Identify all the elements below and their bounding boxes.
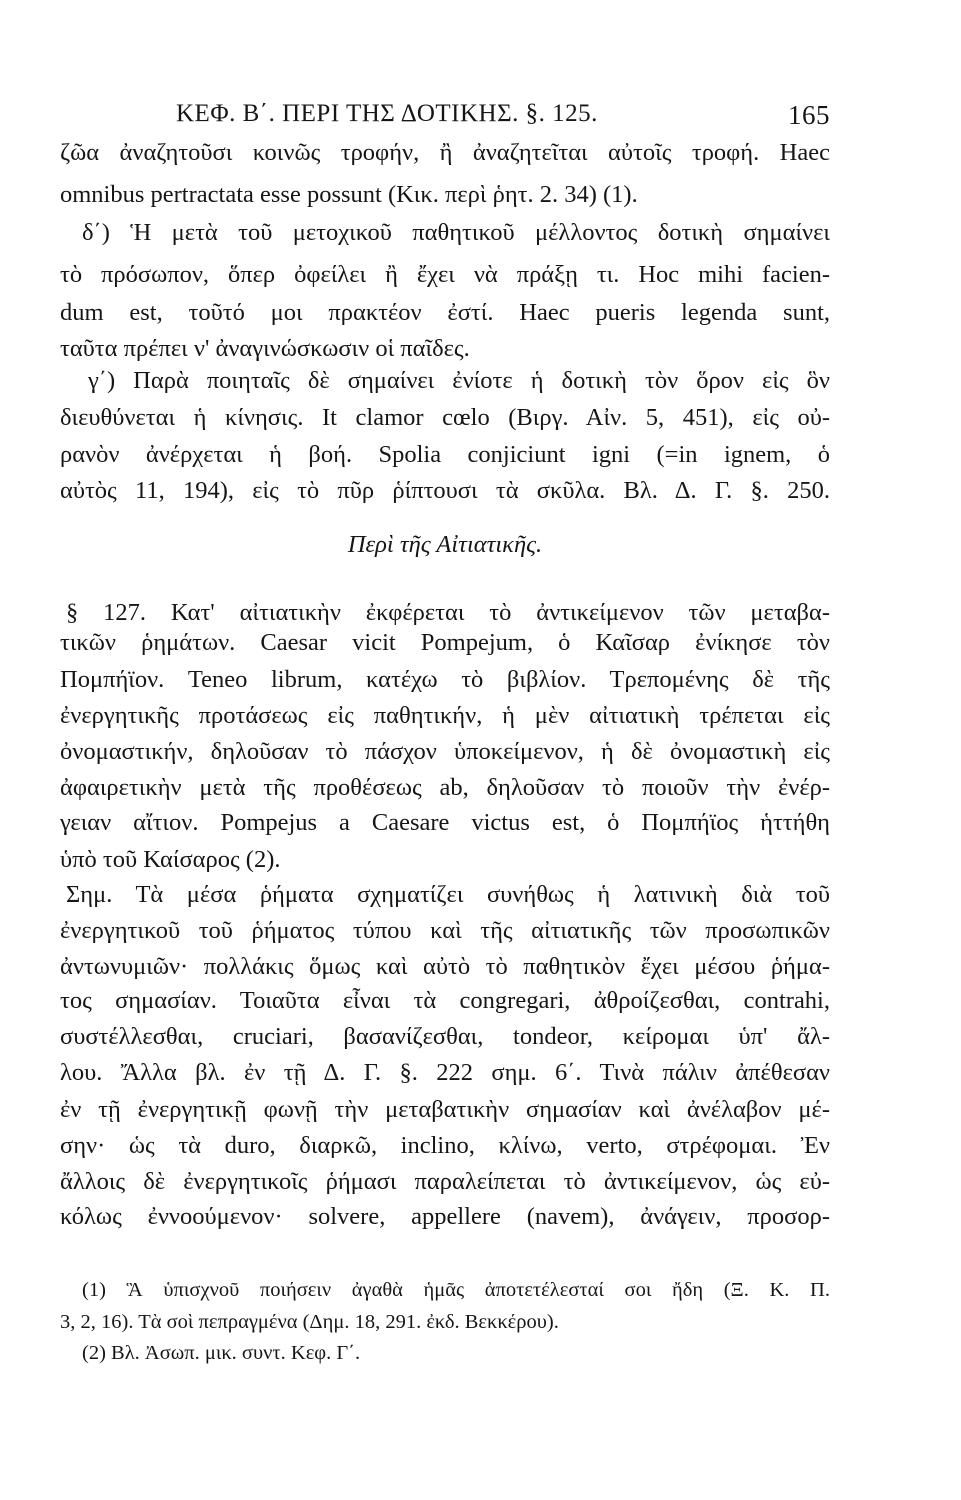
text-line: γ΄) Παρὰ ποιηταῖς δὲ σημαίνει ἐνίοτε ἡ δοτικὴ τὸν ὅρον εἰς ὃν (88, 367, 830, 394)
footnote: (2) Βλ. Ἀσωπ. μικ. συντ. Κεφ. Γ΄. (82, 1342, 361, 1364)
text-line: ρανὸν ἀνέρχεται ἡ βοή. Spolia conjiciunt igni (=in ignem, ὁ (60, 441, 830, 468)
text-line: λου. Ἄλλα βλ. ἐν τῇ Δ. Γ. §. 222 σημ. 6΄. Τινὰ πάλιν ἀπέθεσαν (60, 1059, 830, 1086)
text-line: συστέλλεσθαι, cruciari, βασανίζεσθαι, tondeor, κείρομαι ὑπ' ἄλ- (60, 1023, 830, 1050)
footnote-separator (60, 1270, 180, 1271)
text-line: ταῦτα πρέπει ν' ἀναγινώσκωσιν οἱ παῖδες. (60, 335, 470, 362)
text-line: τικῶν ῥημάτων. Caesar vicit Pompejum, ὁ Καῖσαρ ἐνίκησε τὸν (60, 629, 830, 656)
text-line: αὐτὸς 11, 194), εἰς τὸ πῦρ ῥίπτουσι τὰ σκῦλα. Βλ. Δ. Γ. §. 250. (60, 477, 830, 504)
running-header (176, 100, 830, 136)
text-line: ἄλλοις δὲ ἐνεργητικοῖς ῥήμασι παραλείπεται τὸ ἀντικείμενον, ὡς εὐ- (60, 1168, 830, 1195)
text-line: τὸ πρόσωπον, ὅπερ ὀφείλει ἢ ἔχει νὰ πράξῃ τι. Hoc mihi facien- (60, 261, 830, 288)
text-line: σην· ὡς τὰ duro, διαρκῶ, inclino, κλίνω, verto, στρέφομαι. Ἐν (60, 1132, 830, 1159)
text-line: ὀνομαστικήν, δηλοῦσαν τὸ πάσχον ὑποκείμενον, ἡ δὲ ὀνομαστικὴ εἰς (60, 738, 830, 765)
text-line: ἐνεργητικῆς προτάσεως εἰς παθητικήν, ἡ μὲν αἰτιατικὴ τρέπεται εἰς (60, 702, 830, 729)
text-line: δ΄) Ἡ μετὰ τοῦ μετοχικοῦ παθητικοῦ μέλλοντος δοτικὴ σημαίνει (82, 219, 830, 246)
text-line: ζῶα ἀναζητοῦσι κοινῶς τροφήν, ἢ ἀναζητεῖται αὐτοῖς τροφή. Haec (60, 139, 830, 166)
footnote: (1) Ἃ ὑπισχνοῦ ποιήσειν ἀγαθὰ ἡμᾶς ἀποτετέλεσταί σοι ἤδη (Ξ. Κ. Π. (82, 1279, 830, 1301)
text-line: ἐνεργητικοῦ τοῦ ῥήματος τύπου καὶ τῆς αἰτιατικῆς τῶν προσωπικῶν (60, 917, 830, 944)
text-line: τος σημασίαν. Τοιαῦτα εἶναι τὰ congregari, ἀθροίζεσθαι, contrahi, (60, 987, 830, 1014)
text-line: § 127. Κατ' αἰτιατικὴν ἐκφέρεται τὸ ἀντικείμενον τῶν μεταβα- (66, 599, 830, 626)
footnote: 3, 2, 16). Τὰ σοὶ πεπραγμένα (Δημ. 18, 291. ἐκδ. Βεκκέρου). (60, 1311, 559, 1333)
text-line: ἀντωνυμιῶν· πολλάκις ὅμως καὶ αὐτὸ τὸ παθητικὸν ἔχει μέσου ῥήμα- (60, 953, 830, 980)
text-line: ἐν τῇ ἐνεργητικῇ φωνῇ τὴν μεταβατικὴν σημασίαν καὶ ἀνέλαβον μέ- (60, 1096, 830, 1123)
text-line: dum est, τοῦτό μοι πρακτέον ἐστί. Haec pueris legenda sunt, (60, 299, 830, 326)
text-line: omnibus pertractata esse possunt (Κικ. περὶ ῥητ. 2. 34) (1). (60, 181, 638, 208)
text-line: Πομπήϊον. Teneo librum, κατέχω τὸ βιβλίον. Τρεπομένης δὲ τῆς (60, 666, 830, 693)
text-line: Σημ. Τὰ μέσα ῥήματα σχηματίζει συνήθως ἡ λατινικὴ διὰ τοῦ (66, 881, 830, 908)
text-line: διευθύνεται ἡ κίνησις. It clamor cœlo (Βιργ. Αἰν. 5, 451), εἰς οὐ- (60, 404, 830, 431)
section-heading: Περὶ τῆς Αἰτιατικῆς. (347, 531, 543, 558)
text-line: ὑπὸ τοῦ Καίσαρος (2). (60, 846, 281, 873)
page-number: 165 (788, 100, 830, 130)
chapter-title: ΚΕΦ. Β΄. ΠΕΡΙ ΤΗΣ ΔΟΤΙΚΗΣ. §. 125. (176, 100, 598, 127)
text-line: γειαν αἴτιον. Pompejus a Caesare victus est, ὁ Πομπήϊος ἡττήθη (60, 809, 830, 836)
text-line: κόλως ἐννοούμενον· solvere, appellere (navem), ἀνάγειν, προσορ- (60, 1203, 830, 1230)
text-line: ἀφαιρετικὴν μετὰ τῆς προθέσεως ab, δηλοῦσαν τὸ ποιοῦν τὴν ἐνέρ- (60, 774, 830, 801)
